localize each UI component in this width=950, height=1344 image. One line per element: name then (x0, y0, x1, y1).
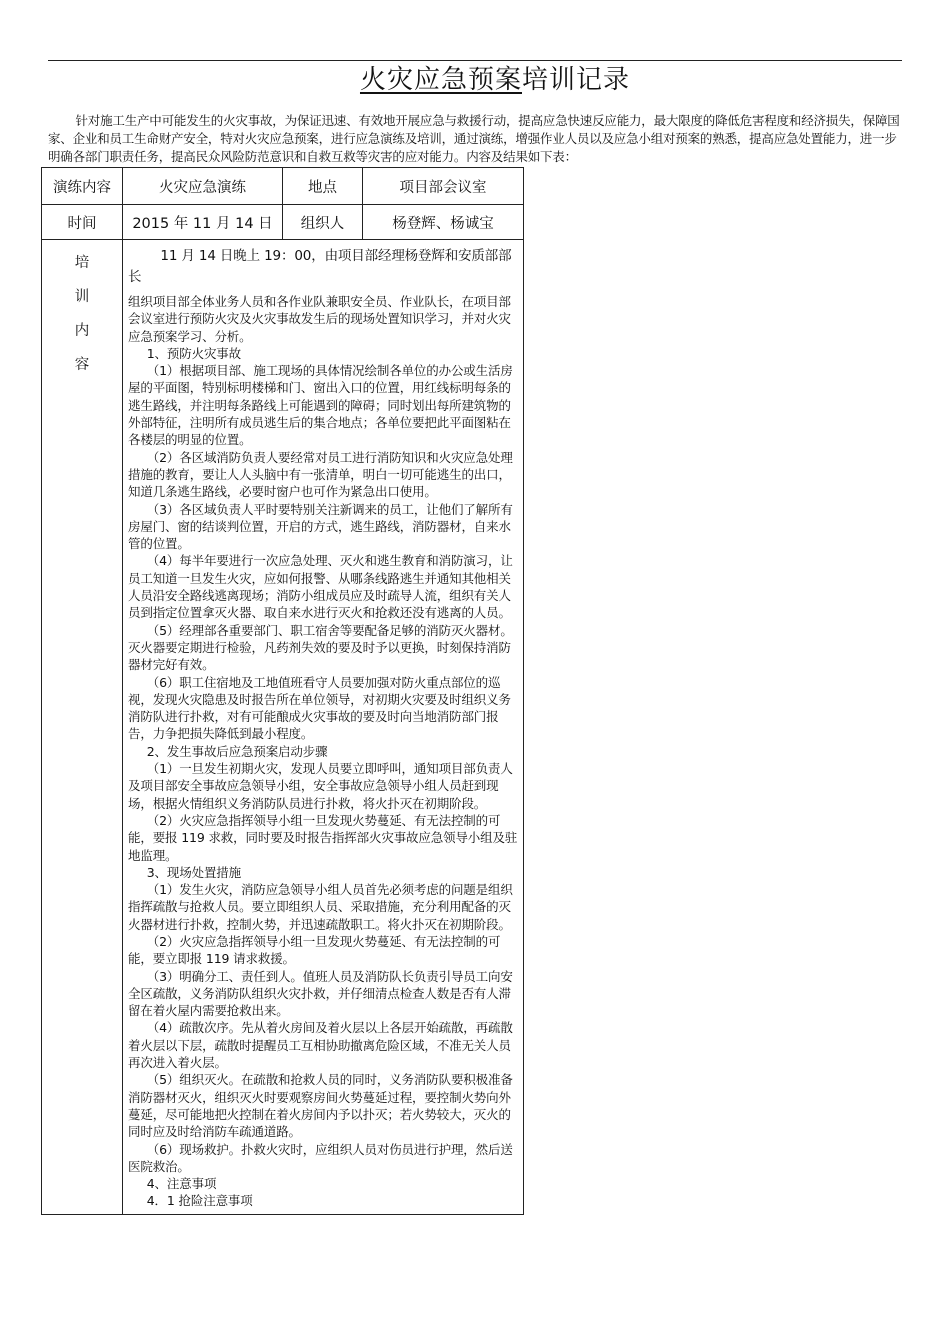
content-paragraph: 组织项目部全体业务人员和各作业队兼职安全员、作业队长，在项目部会议室进行预防火灾及火灾事故发生后的现场处置知识学习，并对火灾应急预案学习、分析。 (128, 294, 511, 344)
title-rest: 培训记录 (522, 65, 631, 95)
content-paragraph: （1）发生火灾，消防应急领导小组人员首先必须考虑的问题是组织指挥疏散与抢救人员。要立即组织人员、采取措施，充分利用配备的灭火器材进行扑救，控制火势，并迅速疏散职工。将火扑灭在初期阶段。 (128, 882, 513, 932)
content-paragraph: （1）根据项目部、施工现场的具体情况绘制各单位的办公或生活房屋的平面图，特别标明楼梯和门、窗出入口的位置，用红线标明每条的逃生路线，并注明每条路线上可能遇到的障碍；同时划出每所建筑物的外部特征，注明所有成员逃生后的集合地点；各单位要把此平面图粘在各楼层的明显的位置。 (128, 363, 513, 448)
content-paragraph: （5）组织灭火。在疏散和抢救人员的同时，义务消防队要积极准备消防器材灭火，组织灭火时要观察房间火势蔓延过程，要控制火势向外蔓延，尽可能地把火控制在着火房间内予以扑灭；若火势较大，灭火的同时应及时给消防车疏通道路。 (128, 1072, 513, 1140)
content-paragraph: （4）疏散次序。先从着火房间及着火层以上各层开始疏散，再疏散着火层以下层，疏散时提醒员工互相协助撤离危险区域，不准无关人员再次进入着火层。 (128, 1020, 513, 1071)
subsection-heading: 4．1 抢险注意事项 (146, 1193, 253, 1209)
table-row (42, 168, 524, 205)
content-paragraph: （2）各区域消防负责人要经常对员工进行消防知识和火灾应急处理措施的教育，要让人人头脑中有一张清单，明白一切可能逃生的出口，知道几条逃生路线，必要时窗户也可作为紧急出口使用。 (128, 449, 513, 500)
location-value: 项目部会议室 (363, 168, 524, 205)
drill-content-value: 火灾应急演练 (123, 168, 283, 205)
training-content-cell (123, 240, 524, 1215)
intro-paragraph: 针对施工生产中可能发生的火灾事故，为保证迅速、有效地开展应急与救援行动，提高应急快速反应能力，最大限度的降低危害程度和经济损失，保障国家、企业和员工生命财产安全，特对火灾应急预案，进行应急演练及培训，通过演练，增强作业人员以及应急小组对预案的熟悉，提高应急处置能力，进一步明确各部门职责任务，提高民众风险防范意识和自救互救等灾害的应对能力。内容及结果如下表： (48, 113, 900, 164)
location-label: 地点 (283, 168, 363, 205)
section-heading: 1、预防火灾事故 (146, 345, 242, 361)
section-heading: 3、现场处置措施 (146, 864, 242, 880)
title-underlined: 火灾应急预案 (359, 65, 522, 95)
drill-content-label: 演练内容 (42, 168, 123, 205)
time-label: 时间 (42, 205, 123, 240)
top-rule (48, 60, 902, 61)
page-title (0, 64, 950, 96)
content-paragraph: （1）一旦发生初期火灾，发现人员要立即呼叫，通知项目部负责人及项目部安全事故应急领导小组，安全事故应急领导小组人员赶到现场，根据火情组织义务消防队员进行扑救，将火扑灭在初期阶段。 (128, 761, 513, 811)
section-heading: 2、发生事故后应急预案启动步骤 (146, 743, 328, 759)
training-content-label (42, 240, 122, 382)
content-paragraph: （4）每半年要进行一次应急处理、灭火和逃生教育和消防演习，让员工知道一旦发生火灾，应如何报警、从哪条线路逃生并通知其他相关人员沿安全路线逃离现场；消防小组成员应及时疏导人流，组织有关人员到指定位置拿灭火器、取自来水进行灭火和抢救还没有逃离的人员。 (128, 553, 513, 621)
training-record-table (41, 167, 524, 1215)
section-heading: 4、注意事项 (146, 1176, 217, 1192)
organizer-label: 组织人 (283, 205, 363, 240)
label-char: 培 (74, 255, 90, 271)
content-paragraph: （2）火灾应急指挥领导小组一旦发现火势蔓延、有无法控制的可能，要报 119 求救，同时要及时报告指挥部火灾事故应急领导小组及驻地监理。 (128, 812, 518, 863)
content-paragraph: （6）现场救护。扑救火灾时，应组织人员对伤员进行护理，然后送医院救治。 (128, 1141, 513, 1174)
content-paragraph: （2）火灾应急指挥领导小组一旦发现火势蔓延、有无法控制的可能，要立即报 119 请求救援。 (128, 933, 501, 967)
content-paragraph: （5）经理部各重要部门、职工宿舍等要配备足够的消防灭火器材。灭火器要定期进行检验，凡药剂失效的要及时予以更换，时刻保持消防器材完好有效。 (128, 622, 513, 673)
content-paragraph: （3）各区域负责人平时要特别关注新调来的员工，让他们了解所有房屋门、窗的结谈判位置，开启的方式，逃生路线，消防器材，自来水管的位置。 (128, 501, 513, 552)
training-content-label-cell (42, 240, 123, 1215)
content-paragraph: （3）明确分工、责任到人。值班人员及消防队长负责引导员工向安全区疏散，义务消防队组织火灾扑救，并仔细清点检查人数是否有人滞留在着火屋内需要抢救出来。 (128, 968, 513, 1019)
content-paragraph: （6）职工住宿地及工地值班看守人员要加强对防火重点部位的巡视，发现火灾隐患及时报告所在单位领导，对初期火灾要及时组织义务消防队进行扑救，对有可能酿成火灾事故的要及时向当地消防部门报告，力争把损失降低到最小程度。 (128, 674, 511, 742)
table-row (42, 205, 524, 240)
content-paragraph: 11 月 14 日晚上 19：00，由项目部经理杨登辉和安质部部长 (128, 248, 512, 285)
time-value: 2015 年 11 月 14 日 (123, 205, 283, 240)
label-char: 训 (74, 289, 90, 305)
organizer-value: 杨登辉、杨诚宝 (363, 205, 524, 240)
table-row (42, 240, 524, 1215)
label-char: 容 (74, 357, 90, 373)
label-char: 内 (74, 323, 90, 339)
